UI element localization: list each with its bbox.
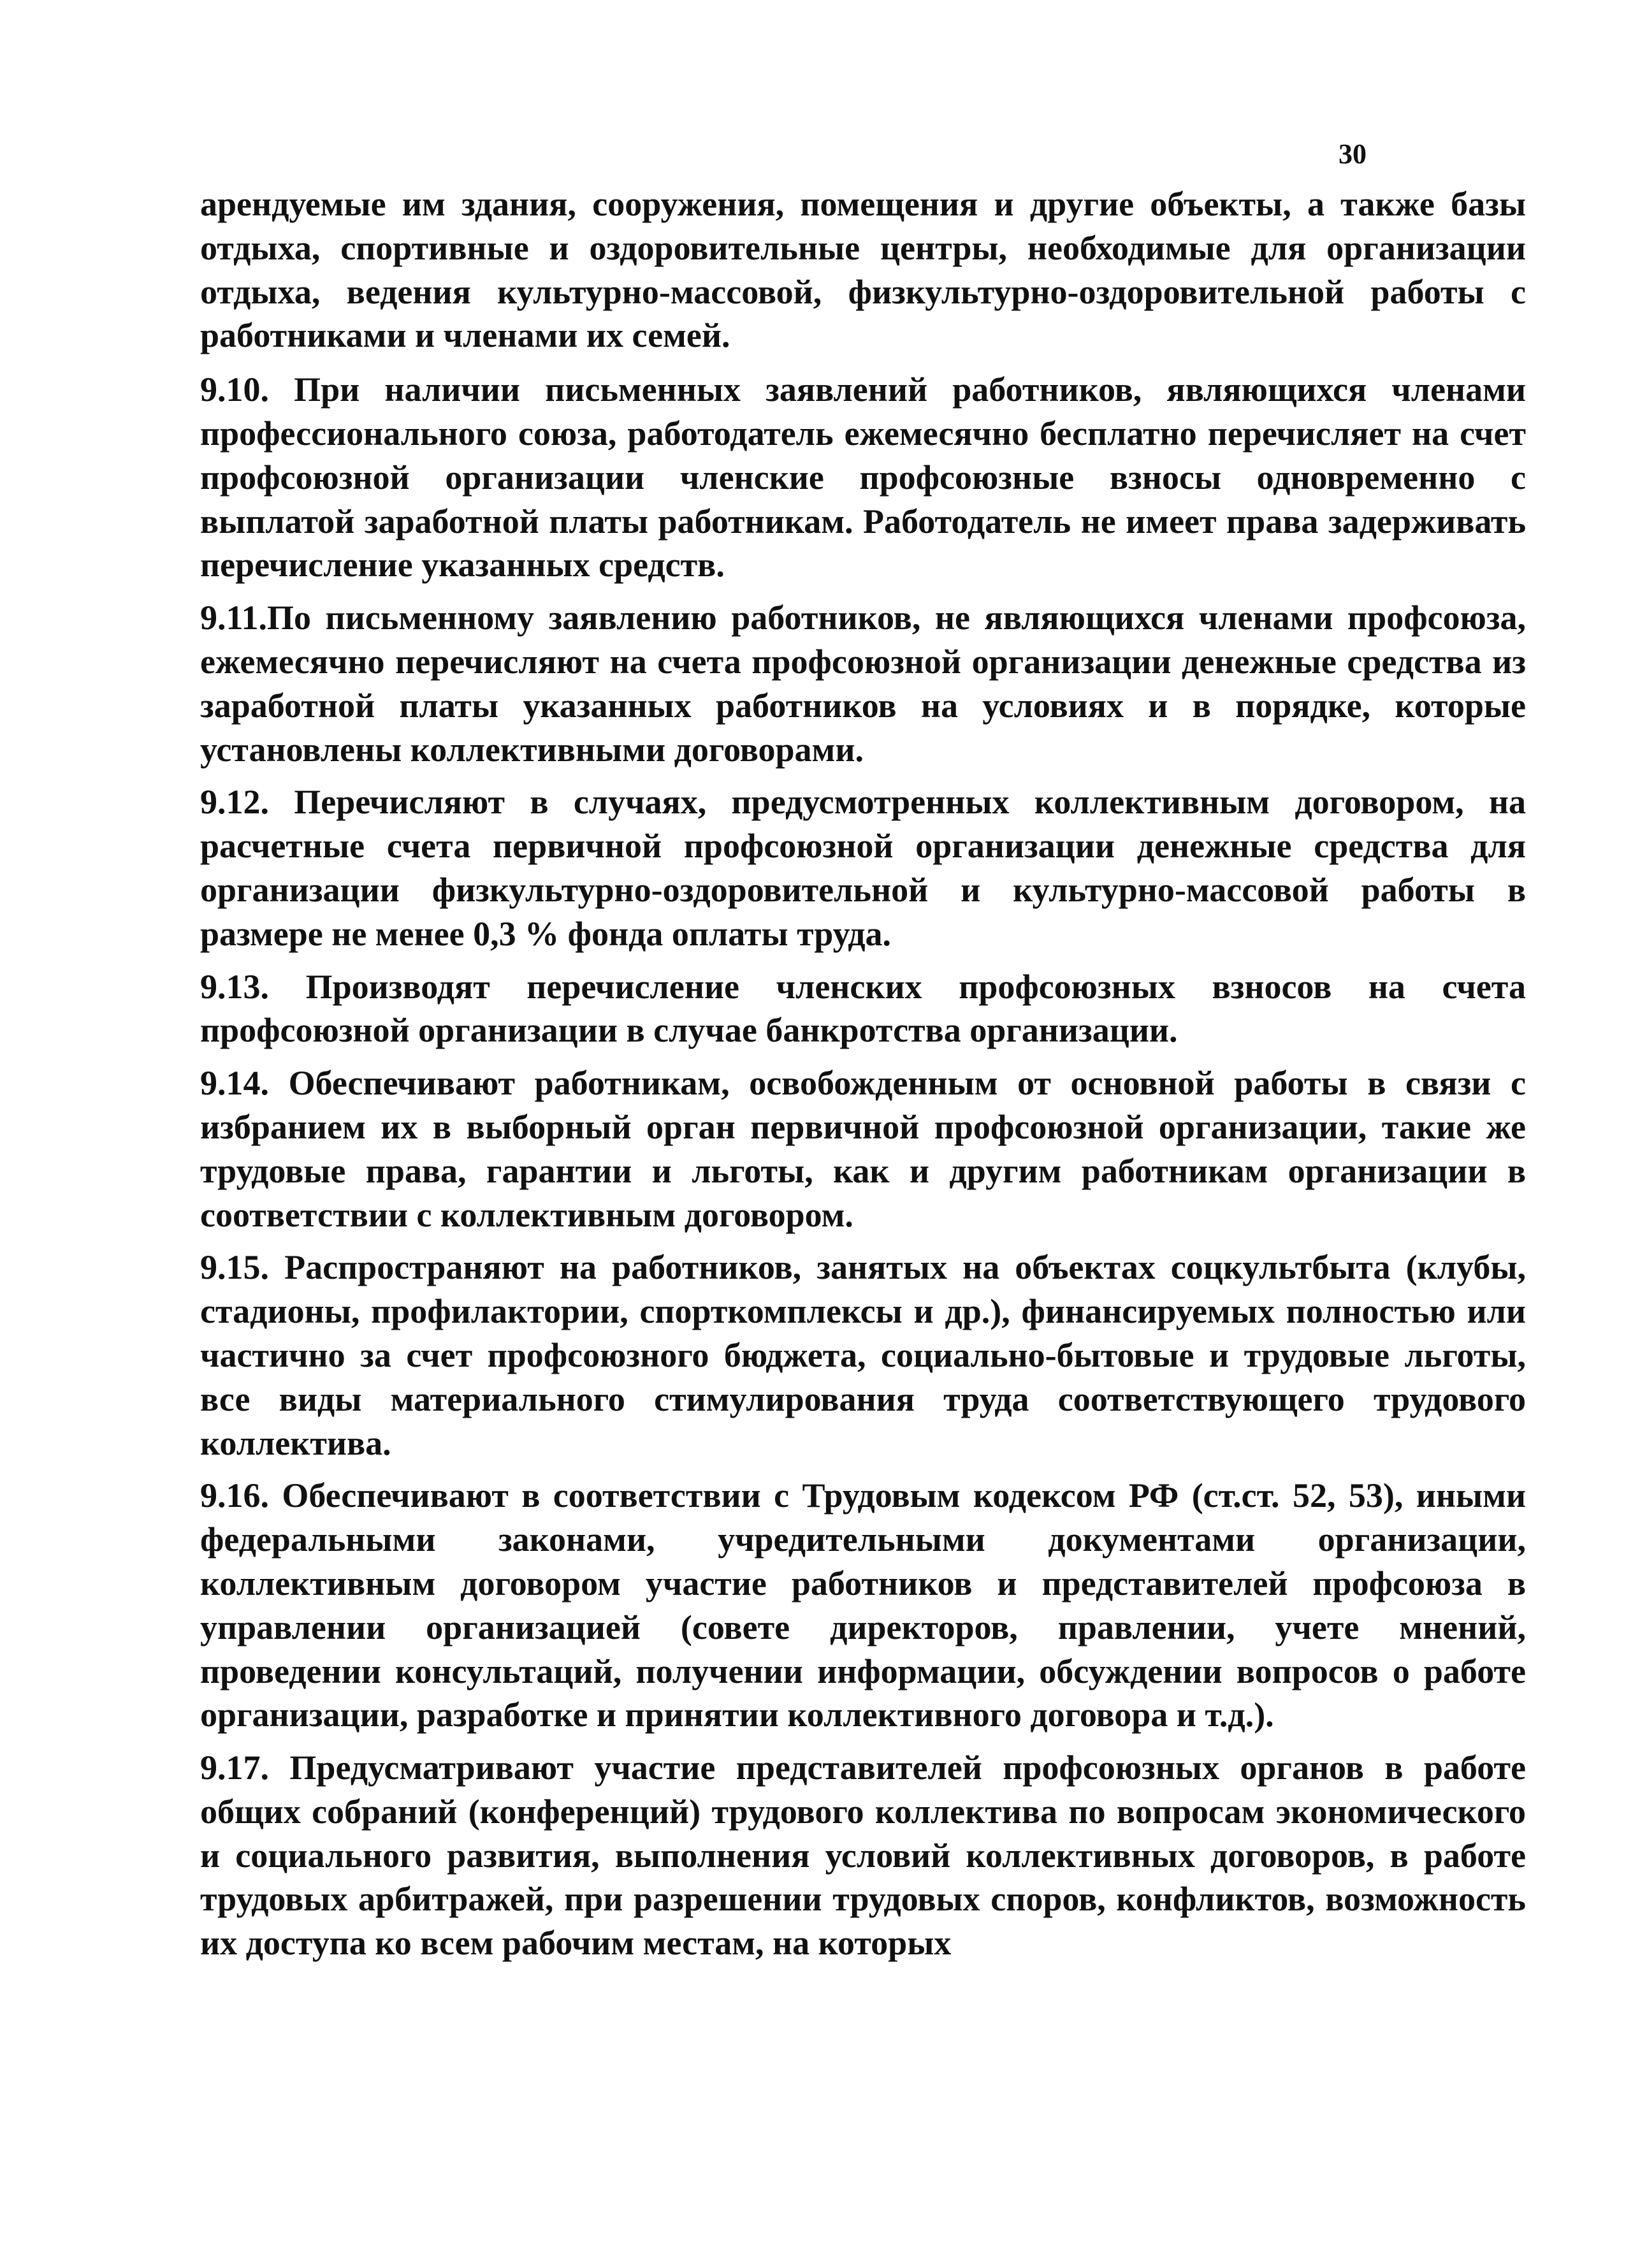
paragraph-9-14: 9.14. Обеспечивают работникам, освобожденным от основной работы в связи с избранием их в выборный орган первичной профсоюзной организации, такие же трудовые права, гарантии и льготы, как и другим работникам организации в соответствии с коллективным договором. (200, 1064, 1526, 1234)
page-number: 30 (1339, 138, 1367, 170)
paragraph-9-17: 9.17. Предусматривают участие представителей профсоюзных органов в работе общих собраний (конференций) трудового коллектива по вопросам экономического и социального развития, выполнения условий коллективных договоров, в работе трудовых арбитражей, при разрешении трудовых споров, конфликтов, возможность их доступа ко всем рабочим местам, на которых (200, 1748, 1526, 1963)
paragraph-9-16: 9.16. Обеспечивают в соответствии с Трудовым кодексом РФ (ст.ст. 52, 53), иными федеральными законами, учредительными документами организации, коллективным договором участие работников и представителей профсоюза в управлении организацией (совете директоров, правлении, учете мнений, проведении консультаций, получении информации, обсуждении вопросов о работе организации, разработке и принятии коллективного договора и т.д.). (200, 1476, 1526, 1734)
paragraph-9-15: 9.15. Распространяют на работников, занятых на объектах соцкультбыта (клубы, стадионы, профилактории, спорткомплексы и др.), финансируемых полностью или частично за счет профсоюзного бюджета, социально-бытовые и трудовые льготы, все виды материального стимулирования труда соответствующего трудового коллектива. (200, 1248, 1526, 1462)
paragraph-9-11: 9.11.По письменному заявлению работников, не являющихся членами профсоюза, ежемесячно перечисляют на счета профсоюзной организации денежные средства из заработной платы указанных работников на условиях и в порядке, которые установлены коллективными договорами. (200, 599, 1526, 769)
paragraph-9-13: 9.13. Производят перечисление членских профсоюзных взносов на счета профсоюзной организации в случае банкротства организации. (200, 967, 1526, 1050)
paragraph-9-12: 9.12. Перечисляют в случаях, предусмотренных коллективным договором, на расчетные счета первичной профсоюзной организации денежные средства для организации физкультурно-оздоровительной и культурно-массовой работы в размере не менее 0,3 % фонда оплаты труда. (200, 783, 1526, 953)
document-body (200, 182, 1526, 1974)
paragraph-continuation: арендуемые им здания, сооружения, помещения и другие объекты, а также базы отдыха, спортивные и оздоровительные центры, необходимые для организации отдыха, ведения культурно-массовой, физкультурно-оздоровительной работы с работниками и членами их семей. (200, 185, 1526, 355)
paragraph-9-10: 9.10. При наличии письменных заявлений работников, являющихся членами профессионального союза, работодатель ежемесячно бесплатно перечисляет на счет профсоюзной организации членские профсоюзные взносы одновременно с выплатой заработной платы работникам. Работодатель не имеет права задерживать перечисление указанных средств. (200, 370, 1526, 585)
